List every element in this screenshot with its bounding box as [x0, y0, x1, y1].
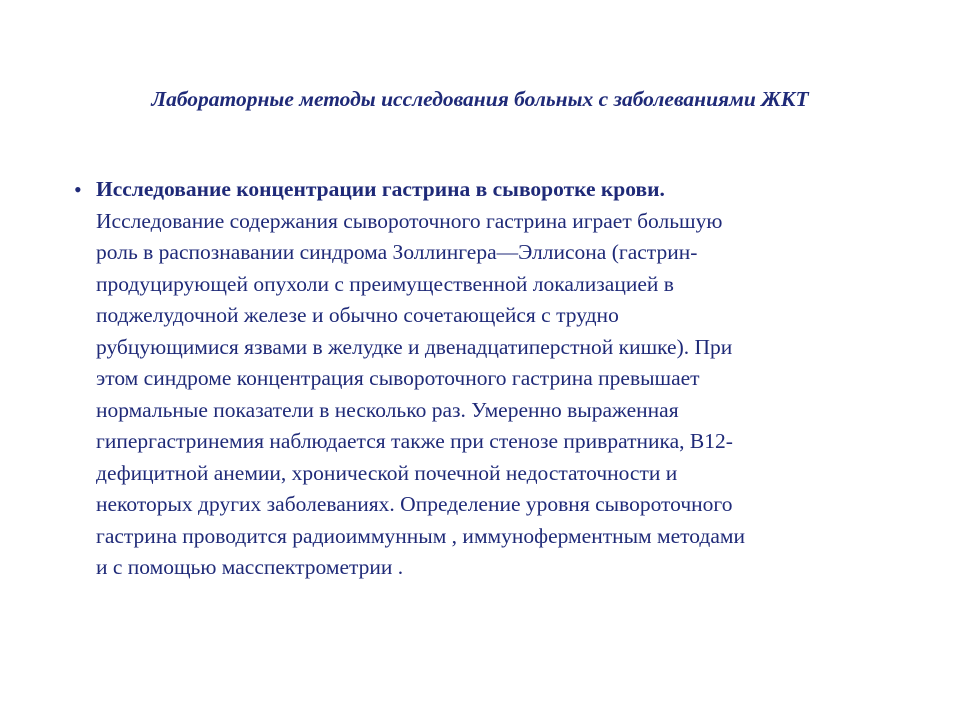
- bullet-line: дефицитной анемии, хронической почечной недостаточности и: [96, 460, 678, 485]
- bullet-line: Исследование содержания сывороточного гастрина играет большую: [96, 208, 723, 233]
- bullet-line: рубцующимися язвами в желудке и двенадцатиперстной кишке). При: [96, 334, 733, 359]
- slide-title: Лабораторные методы исследования больных с заболеваниями ЖКТ: [151, 87, 809, 111]
- bullet-line: поджелудочной железе и обычно сочетающейся с трудно: [96, 303, 619, 327]
- bullet-marker: •: [74, 177, 82, 202]
- bullet-line: продуцирующей опухоли с преимущественной локализацией в: [96, 271, 674, 296]
- bullet-line: и с помощью масспектрометрии .: [96, 555, 404, 579]
- bullet-line: этом синдроме концентрация сывороточного гастрина превышает: [96, 366, 700, 390]
- bullet-text: [96, 174, 904, 584]
- bullet-line: некоторых других заболеваниях. Определение уровня сывороточного: [96, 492, 733, 516]
- bullet-line: роль в распознавании синдрома Золлингера—Эллисона (гастрин-: [96, 240, 698, 264]
- bullet-line: нормальные показатели в несколько раз. Умеренно выраженная: [96, 397, 679, 422]
- bullet-line: гастрина проводится радиоиммунным , иммуноферментным методами: [96, 523, 746, 548]
- bullet-line: гипергастринемия наблюдается также при стенозе привратника, В12-: [96, 429, 733, 453]
- bullet-heading: Исследование концентрации гастрина в сыворотке крови.: [96, 177, 665, 201]
